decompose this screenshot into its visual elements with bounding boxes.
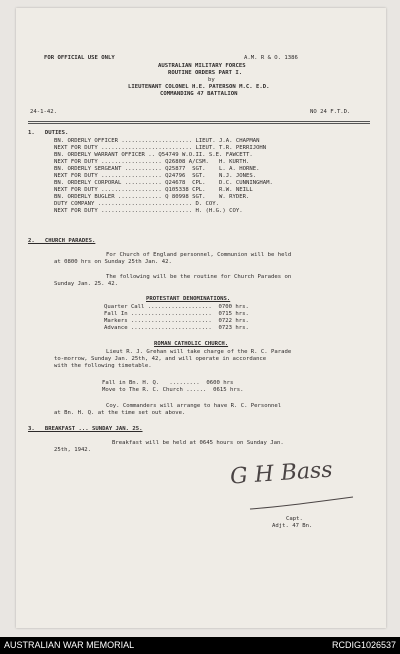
coy-paragraph-b: at Bn. H. Q. at the time set out above.	[54, 410, 186, 416]
duty-row: NEXT FOR DUTY .................. Q26808 A/CSM. H. KURTH.	[54, 159, 250, 165]
organisation-title: AUSTRALIAN MILITARY FORCES	[158, 63, 246, 69]
coy-paragraph: Coy. Commanders will arrange to have R. C. Personnel	[106, 403, 282, 409]
official-use-label: FOR OFFICIAL USE ONLY	[44, 55, 115, 61]
duty-row: BN. ORDERLY SERGEANT ........... Q25877 SGT. L. A. HORNE.	[54, 166, 260, 172]
duty-row: DUTY COMPANY ............................ D. COY.	[54, 201, 220, 207]
header-divider	[28, 121, 370, 122]
order-number: NO 24 F.T.D.	[310, 109, 351, 115]
commander-name: LIEUTENANT COLONEL H.E. PATERSON M.C. E.D.	[128, 84, 270, 90]
catholic-paragraph: to-morrow, Sunday Jan. 25th, 42, and will operate in accordance	[54, 356, 267, 362]
breakfast-paragraph: Breakfast will be held at 0645 hours on Sunday Jan.	[112, 440, 284, 446]
duty-row: NEXT FOR DUTY ........................... H. (H.G.) COY.	[54, 208, 243, 214]
catholic-paragraph: with the following timetable.	[54, 363, 152, 369]
document-title: ROUTINE ORDERS PART I.	[168, 70, 243, 76]
duty-row: BN. ORDERLY WARRANT OFFICER .. Q54749 W.O.II. S.E. FAWCETT.	[54, 152, 253, 158]
protestant-row: Markers ........................ 0722 hrs.	[104, 318, 249, 324]
duty-row: BN. ORDERLY OFFICER ..................... LIEUT. J.A. CHAPMAN	[54, 138, 260, 144]
command-title: COMMANDING 47 BATTALION	[160, 91, 238, 97]
catholic-row: Move to The R. C. Church ...... 0615 hrs.	[102, 387, 244, 393]
duty-row: NEXT FOR DUTY .................. Q105338 CPL. R.W. NEILL	[54, 187, 253, 193]
breakfast-heading: 3. BREAKFAST ... SUNDAY JAN. 25.	[28, 426, 143, 432]
church-paragraph-2: The following will be the routine for Church Parades on	[106, 274, 292, 280]
archive-footer	[0, 637, 400, 654]
document-page	[16, 8, 386, 628]
order-date: 24-1-42.	[30, 109, 57, 115]
duty-row: NEXT FOR DUTY .................. Q24796 SGT. N.J. JONES.	[54, 173, 257, 179]
handwritten-signature: G H Bass	[229, 457, 334, 490]
catholic-paragraph: Lieut R. J. Grehan will take charge of the R. C. Parade	[106, 349, 292, 355]
protestant-row: Quarter Call ................... 0700 hrs.	[104, 304, 249, 310]
breakfast-paragraph-b: 25th, 1942.	[54, 447, 92, 453]
reference-number: A.M. R & O. 1386	[244, 55, 298, 61]
church-paragraph-2b: Sunday Jan. 25. 42.	[54, 281, 118, 287]
protestant-row: Advance ........................ 0723 hrs.	[104, 325, 249, 331]
church-parades-heading: 2. CHURCH PARADES.	[28, 238, 96, 244]
catholic-heading: ROMAN CATHOLIC CHURCH.	[154, 341, 229, 347]
by-label: by	[208, 77, 215, 83]
protestant-heading: PROTESTANT DENOMINATIONS.	[146, 296, 231, 302]
duty-row: NEXT FOR DUTY ........................... LIEUT. T.R. PERRIJOHN	[54, 145, 267, 151]
signatory-rank: Capt.	[286, 516, 303, 522]
duty-row: BN. ORDERLY CORPORAL ........... Q24678 CPL. D.C. CUNNINGHAM.	[54, 180, 273, 186]
signatory-role: Adjt. 47 Bn.	[272, 523, 313, 529]
archive-name: AUSTRALIAN WAR MEMORIAL	[4, 640, 135, 650]
church-paragraph-1b: at 0800 hrs on Sunday 25th Jan. 42.	[54, 259, 172, 265]
header-divider-2	[28, 123, 370, 124]
duties-heading: 1. DUTIES.	[28, 130, 69, 136]
archive-record-id: RCDIG1026537	[331, 640, 396, 650]
protestant-row: Fall In ........................ 0715 hrs.	[104, 311, 249, 317]
catholic-row: Fall in Bn. H. Q. ......... 0600 hrs	[102, 380, 234, 386]
signature-flourish	[248, 495, 356, 513]
church-paragraph-1: For Church of England personnel, Communion will be held	[106, 252, 292, 258]
duty-row: BN. ORDERLY BUGLER ............. Q 80998 SGT. W. RYDER.	[54, 194, 250, 200]
